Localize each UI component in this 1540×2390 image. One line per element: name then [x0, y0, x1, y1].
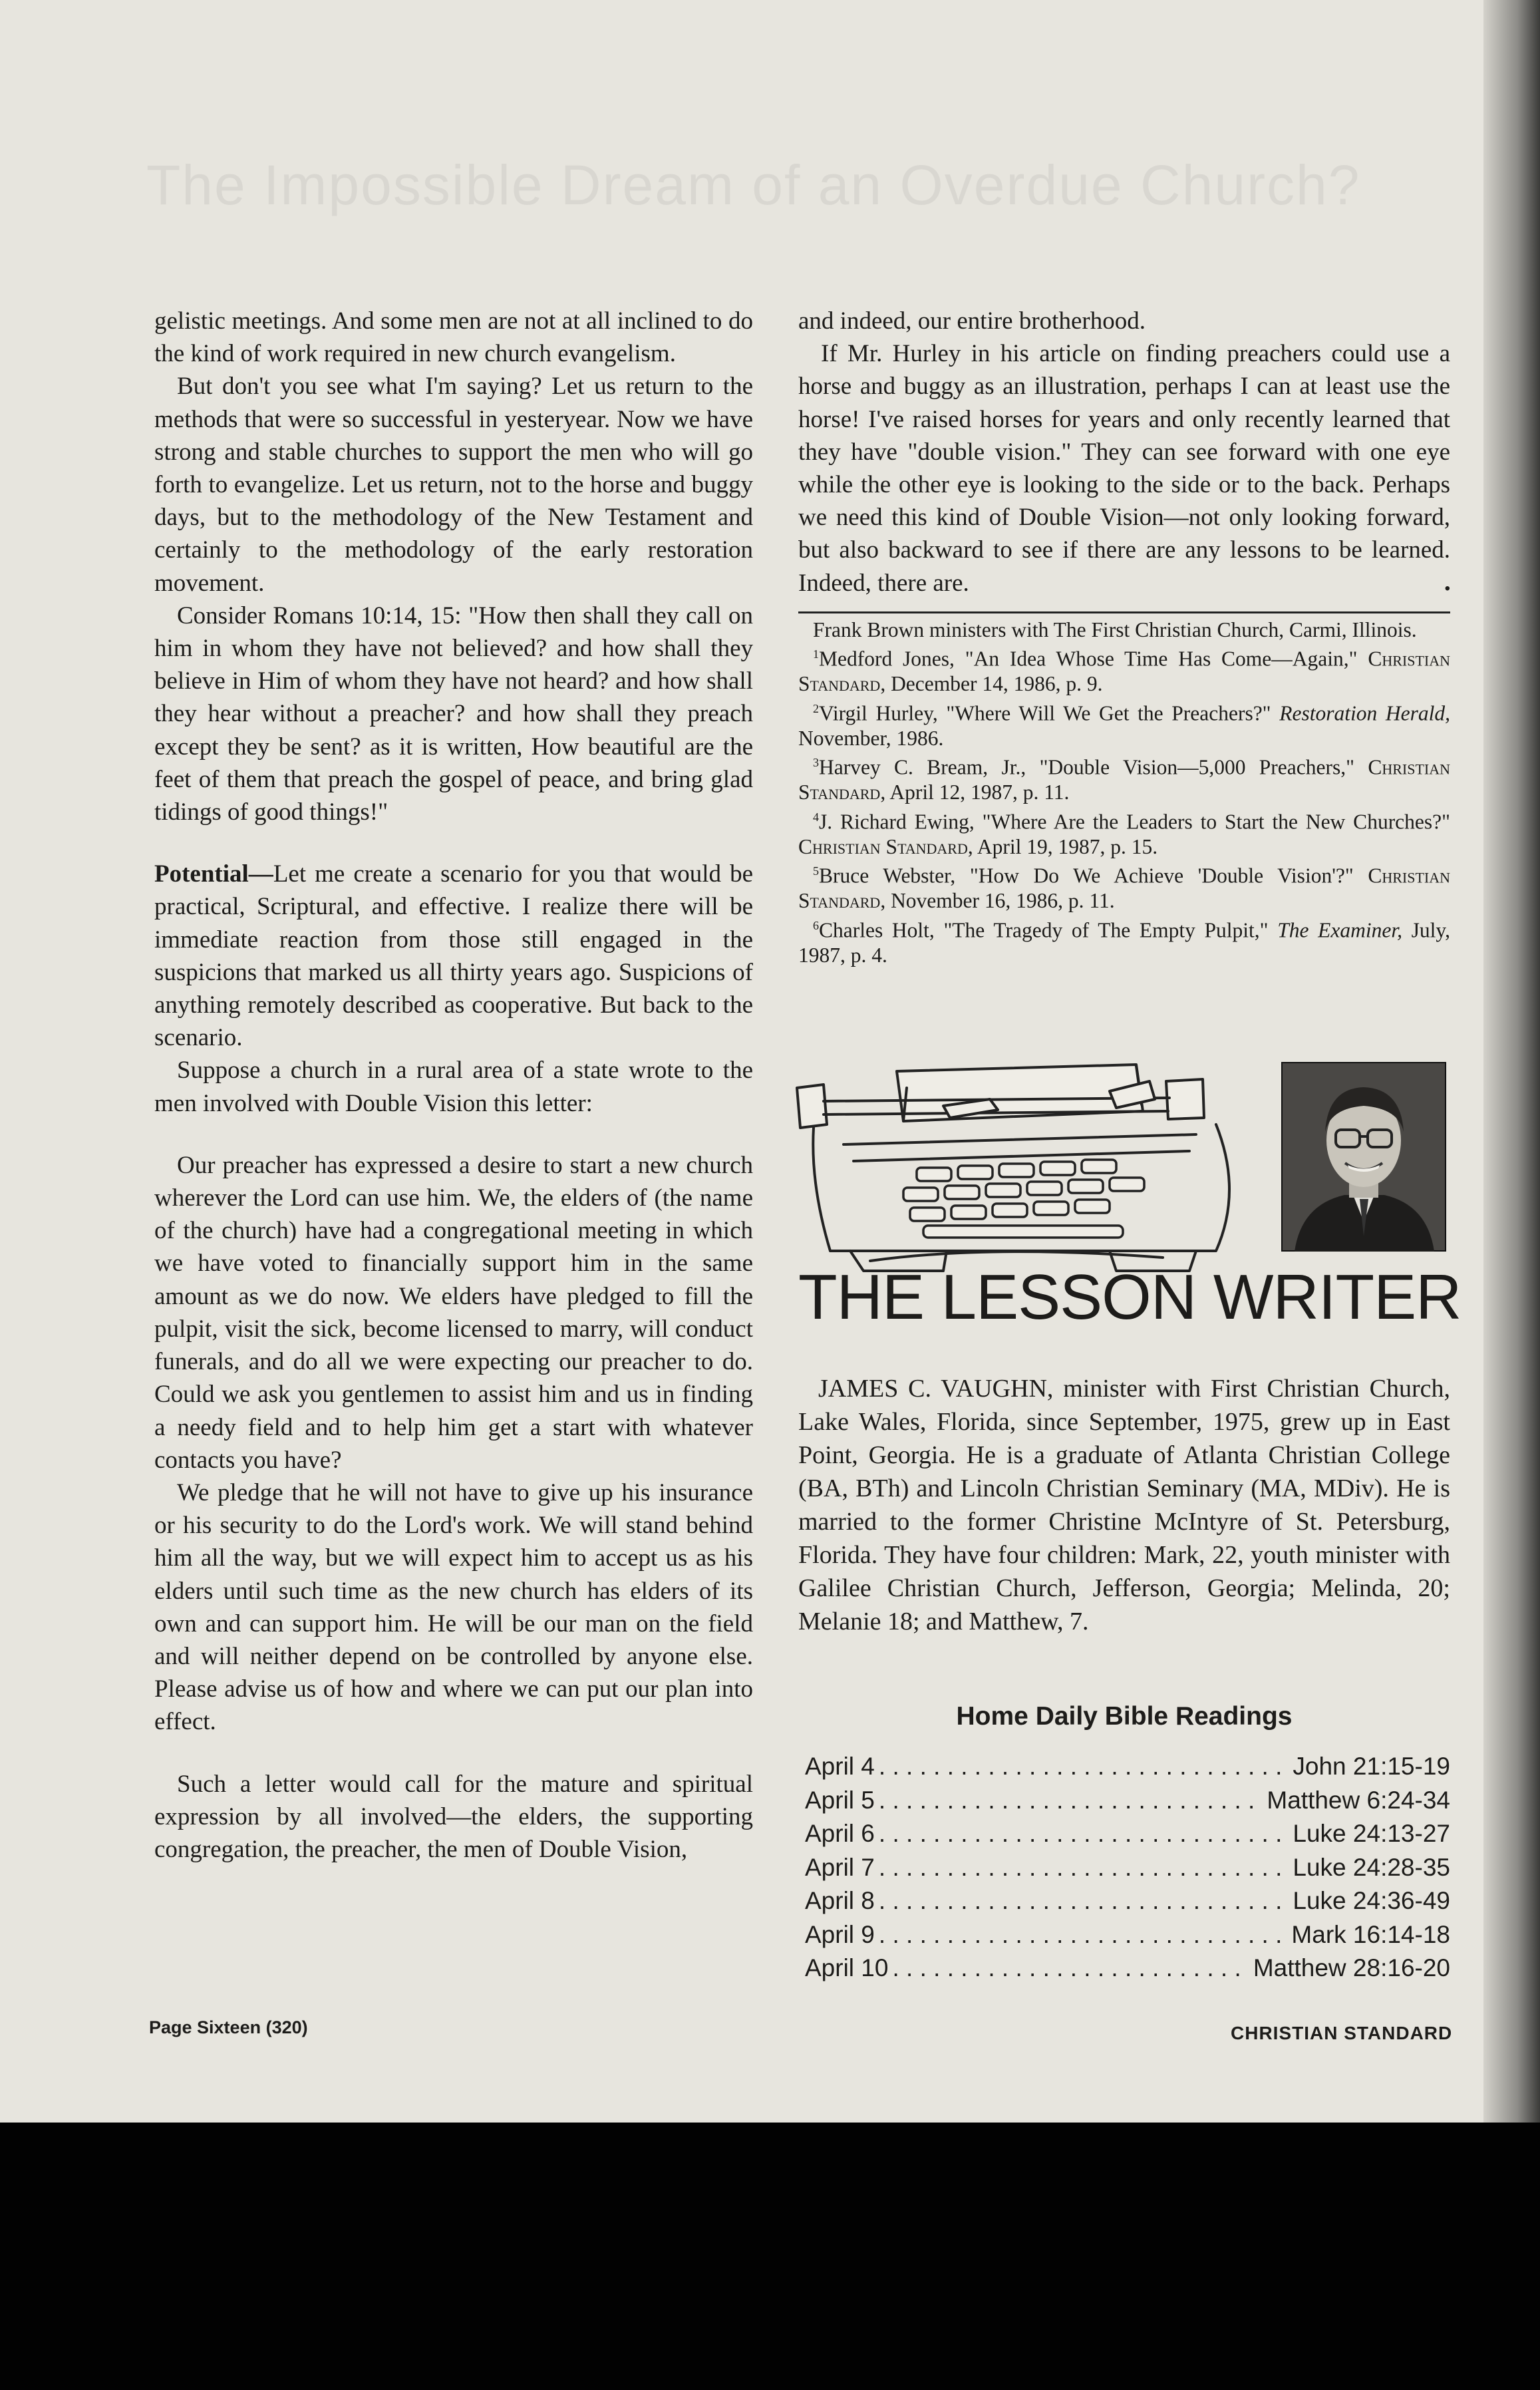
readings-list: [805, 1750, 1450, 1985]
reading-date: April 8: [805, 1887, 875, 1914]
footnote-rest: , April 19, 1987, p. 15.: [967, 834, 1158, 858]
footnote-text: Virgil Hurley, "Where Will We Get the Preachers?": [819, 701, 1280, 725]
paragraph: [798, 337, 1450, 599]
footnote-mark: 2: [813, 701, 819, 715]
dot-leader: [879, 1918, 1288, 1952]
potential-paragraph: [154, 858, 753, 1054]
lesson-writer-title: THE LESSON WRITER: [798, 1262, 1462, 1333]
reading-row: [805, 1918, 1450, 1952]
readings-title: Home Daily Bible Readings: [956, 1702, 1293, 1731]
page-edge-shadow: [1483, 0, 1540, 2123]
footnote-source: Christian Standard: [798, 647, 1450, 696]
reading-date: April 7: [805, 1853, 875, 1881]
footnote-text: Medford Jones, "An Idea Whose Time Has Come—Again,": [819, 647, 1368, 671]
dot-leader: [879, 1817, 1289, 1851]
footnote: [798, 751, 1450, 805]
footnote-text: J. Richard Ewing, "Where Are the Leaders to Start the New Churches?": [819, 810, 1450, 834]
end-mark-icon: •: [1444, 579, 1450, 598]
footnote: [798, 642, 1450, 697]
author-note: Frank Brown ministers with The First Christian Church, Carmi, Illinois.: [813, 617, 1417, 641]
footnote: [798, 697, 1450, 751]
writer-photo: [1281, 1062, 1446, 1252]
footnote: [798, 805, 1450, 860]
dot-leader: [879, 1884, 1289, 1918]
writer-bio: [798, 1372, 1450, 1638]
footnote-text: Harvey C. Bream, Jr., "Double Vision—5,000 Preachers,": [819, 755, 1368, 779]
footnote-source: Christian Standard: [798, 755, 1450, 804]
footnote-source: Christian Standard: [798, 834, 968, 858]
paragraph: Such a letter would call for the mature and spiritual expression by all involved—the elders, the supporting congregation, the preacher, the men of Double Vision,: [154, 1770, 753, 1863]
dot-leader: [879, 1784, 1263, 1818]
reading-date: April 10: [805, 1954, 889, 1981]
magazine-name: CHRISTIAN STANDARD: [1231, 2023, 1453, 2043]
spacer: [154, 1739, 753, 1768]
footnote-text: Charles Holt, "The Tragedy of The Empty Pulpit,": [819, 918, 1278, 942]
reading-reference: Luke 24:28-35: [1293, 1853, 1450, 1881]
footnote-mark: 3: [813, 756, 819, 770]
spacer: [154, 828, 753, 858]
footnote-rest: , December 14, 1986, p. 9.: [880, 672, 1103, 696]
footnote-mark: 5: [813, 864, 819, 878]
paragraph: gelistic meetings. And some men are not at all inclined to do the kind of work required in new church evangelism.: [154, 307, 753, 368]
section-heading: Potential—: [154, 860, 273, 888]
dot-leader: [879, 1750, 1289, 1784]
bio-paragraph: JAMES C. VAUGHN, minister with First Christian Church, Lake Wales, Florida, since September, 1975, grew up in East Point, Georgia. He is a graduate of Atlanta Christian College (BA, BTh) and Lincoln Christian Seminary (MA, MDiv). He is married to the former Christine McIntyre of St. Petersburg, Florida. They have four children: Mark, 22, youth minister with Galilee Christian Church, Jefferson, Georgia; Melinda, 20; Melanie 18; and Matthew, 7.: [798, 1375, 1450, 1635]
paragraph: But don't you see what I'm saying? Let us return to the methods that were so successful in yesteryear. Now we have strong and stable churches to support the men who will go forth to evangelize. Let us return, not to the horse and buggy days, but to the methodology of the New Testament and certainly to the methodology of the early restoration movement.: [154, 373, 753, 597]
footnote-text: Bruce Webster, "How Do We Achieve 'Double Vision'?": [819, 864, 1368, 888]
footnote-list: [798, 642, 1450, 967]
reading-date: April 5: [805, 1786, 875, 1814]
paragraph-text: Let me create a scenario for you that would be practical, Scriptural, and effective. I realize there will be immediate reaction from those still engaged in the suspicions that marked us all thirty years ago. Suspicions of anything remotely described as cooperative. But back to the scenario.: [154, 860, 753, 1052]
page-number: Page Sixteen (320): [149, 2017, 308, 2037]
reading-date: April 9: [805, 1920, 875, 1948]
footnotes: [798, 617, 1450, 968]
footnote-source: Christian Standard: [798, 864, 1450, 913]
reading-row: [805, 1784, 1450, 1818]
footnote-mark: 4: [813, 810, 819, 824]
dot-leader: [892, 1952, 1249, 1985]
left-column: [154, 305, 753, 1866]
reading-reference: Luke 24:36-49: [1293, 1887, 1450, 1914]
footnote-mark: 6: [813, 918, 819, 932]
paragraph-text: If Mr. Hurley in his article on finding preachers could use a horse and buggy as an illustration, perhaps I can at least use the horse! I've raised horses for years and only recently learned that they have "double vision." They can see forward with one eye while the other eye is looking to the side or to the back. Perhaps we need this kind of Double Vision—not only looking forward, but also backward to see if there are any lessons to be learned. Indeed, there are.: [798, 340, 1450, 597]
footnote-rule: [798, 611, 1450, 613]
reading-row: [805, 1851, 1450, 1885]
reading-reference: Mark 16:14-18: [1291, 1920, 1450, 1948]
letter-paragraph: We pledge that he will not have to give up his insurance or his security to do the Lord's work. We will stand behind him all the way, but we will expect him to accept us as his elders until such time as the new church has elders of its own and can support him. He will be our man on the field and will neither depend on be controlled by anyone else. Please advise us of how and where we can put our plan into effect.: [154, 1478, 753, 1736]
footnote-source: The Examiner,: [1277, 918, 1402, 942]
reading-date: April 6: [805, 1820, 875, 1847]
footnote-rest: , April 12, 1987, p. 11.: [880, 780, 1070, 804]
footnote: [798, 859, 1450, 914]
scan-background: [0, 2123, 1540, 2390]
bleed-through-title: The Impossible Dream of an Overdue Church?: [146, 154, 1361, 216]
typewriter-illustration: [790, 1051, 1293, 1291]
reading-reference: Luke 24:13-27: [1293, 1820, 1450, 1847]
reading-reference: Matthew 28:16-20: [1253, 1954, 1450, 1981]
spacer: [154, 1120, 753, 1149]
footnote: [798, 914, 1450, 968]
reading-reference: Matthew 6:24-34: [1267, 1786, 1450, 1814]
footnote-mark: 1: [813, 647, 819, 661]
footnote-rest: , November 16, 1986, p. 11.: [880, 889, 1115, 913]
reading-reference: John 21:15-19: [1293, 1753, 1450, 1780]
reading-row: [805, 1750, 1450, 1784]
reading-date: April 4: [805, 1753, 875, 1780]
footnote-source: Restoration Herald,: [1279, 701, 1450, 725]
paragraph: Consider Romans 10:14, 15: "How then shall they call on him in whom they have not believed? and how shall they believe in Him of whom they have not heard? and how shall they hear without a preacher? and how shall they preach except they be sent? as it is written, How beautiful are the feet of them that preach the gospel of peace, and bring glad tidings of good things!": [154, 601, 753, 826]
dot-leader: [879, 1851, 1289, 1885]
reading-row: [805, 1817, 1450, 1851]
footnote-rest: November, 1986.: [798, 726, 944, 750]
paragraph: and indeed, our entire brotherhood.: [798, 307, 1146, 335]
reading-row: [805, 1952, 1450, 1985]
letter-paragraph: Our preacher has expressed a desire to start a new church wherever the Lord can use him. We, the elders of (the name of the church) have had a congregational meeting in which we have voted to financially support him in the same amount as we do now. We elders have pledged to fill the pulpit, visit the sick, become licensed to marry, will conduct funerals, and do all we were expecting our preacher to do. Could we ask you gentlemen to assist him and us in finding a needy field and to help him get a start with whatever contacts you have?: [154, 1151, 753, 1474]
footnote-rest: July, 1987, p. 4.: [798, 918, 1451, 967]
reading-row: [805, 1884, 1450, 1918]
paragraph: Suppose a church in a rural area of a state wrote to the men involved with Double Vision this letter:: [154, 1057, 753, 1117]
right-column: [798, 305, 1450, 967]
